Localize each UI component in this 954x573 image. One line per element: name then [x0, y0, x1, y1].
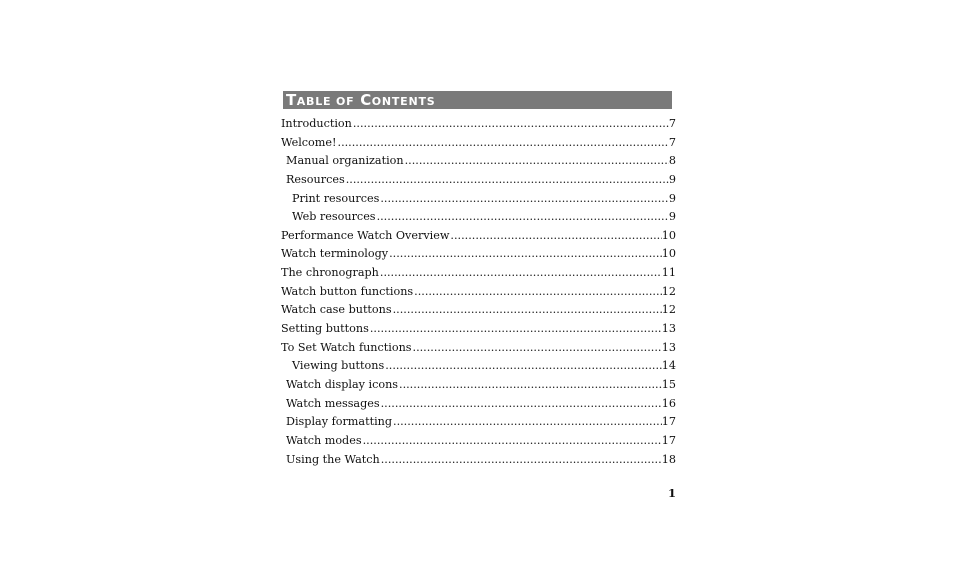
toc-entry-title: Watch terminology	[281, 247, 389, 261]
heading-initial-c: C	[360, 91, 372, 109]
toc-entry-page: 8	[668, 154, 676, 168]
toc-entry-title: Using the Watch	[286, 452, 380, 466]
toc-entry-title: Watch messages	[286, 396, 380, 410]
toc-leader-dots	[389, 247, 662, 260]
toc-entry[interactable]	[281, 303, 676, 322]
toc-entry-title: Performance Watch Overview	[281, 228, 450, 242]
toc-entry[interactable]	[281, 397, 676, 416]
toc-entry[interactable]	[281, 415, 676, 434]
toc-entry-page: 9	[668, 172, 676, 186]
toc-entry[interactable]	[281, 322, 676, 341]
toc-leader-dots	[405, 154, 669, 167]
toc-leader-dots	[414, 285, 662, 298]
toc-entry-title: The chronograph	[281, 266, 379, 280]
toc-entry[interactable]	[281, 266, 676, 285]
toc-entry-title: To Set Watch functions	[281, 340, 412, 354]
toc-leader-dots	[413, 341, 662, 354]
toc-list	[281, 117, 676, 471]
heading-word-1-rest: ABLE OF	[296, 95, 355, 108]
toc-leader-dots	[380, 266, 662, 279]
toc-entry-page: 12	[661, 284, 676, 298]
toc-entry[interactable]	[281, 229, 676, 248]
toc-entry-page: 17	[661, 433, 676, 447]
toc-entry[interactable]	[281, 341, 676, 360]
toc-leader-dots	[338, 136, 669, 149]
toc-entry[interactable]	[281, 453, 676, 472]
page-number: 1	[667, 486, 676, 500]
toc-entry-title: Web resources	[292, 210, 376, 224]
toc-leader-dots	[363, 434, 662, 447]
toc-entry[interactable]	[281, 136, 676, 155]
toc-entry-title: Resources	[286, 172, 345, 186]
heading-initial-t: T	[286, 91, 297, 109]
toc-entry[interactable]	[281, 210, 676, 229]
toc-entry[interactable]	[281, 434, 676, 453]
toc-entry-page: 16	[661, 396, 676, 410]
toc-entry-page: 7	[668, 135, 676, 149]
toc-entry-page: 7	[668, 117, 676, 130]
toc-entry-page: 13	[661, 322, 676, 336]
toc-leader-dots	[353, 117, 669, 130]
toc-entry-title: Print resources	[292, 191, 380, 205]
toc-entry-title: Manual organization	[286, 154, 404, 168]
toc-entry-title: Introduction	[281, 117, 352, 130]
toc-entry-title: Display formatting	[286, 415, 393, 429]
toc-entry-page: 15	[661, 377, 676, 391]
toc-entry-page: 9	[668, 210, 676, 224]
toc-entry-title: Watch case buttons	[281, 303, 392, 317]
toc-leader-dots	[381, 453, 662, 466]
toc-leader-dots	[385, 359, 662, 372]
toc-entry[interactable]	[281, 154, 676, 173]
toc-leader-dots	[346, 173, 669, 186]
toc-entry[interactable]	[281, 117, 676, 136]
toc-entry[interactable]	[281, 173, 676, 192]
toc-leader-dots	[393, 303, 662, 316]
toc-entry[interactable]	[281, 285, 676, 304]
toc-entry[interactable]	[281, 247, 676, 266]
table-of-contents-heading	[283, 91, 672, 109]
toc-entry-title: Setting buttons	[281, 322, 369, 336]
heading-word-2-rest: ONTENTS	[371, 95, 436, 108]
toc-entry-page: 18	[661, 452, 676, 466]
toc-leader-dots	[377, 210, 669, 223]
toc-entry-title: Watch button functions	[281, 284, 414, 298]
toc-entry-page: 12	[661, 303, 676, 317]
toc-entry[interactable]	[281, 192, 676, 211]
toc-entry-title: Watch display icons	[286, 377, 399, 391]
toc-entry-page: 14	[661, 359, 676, 373]
toc-leader-dots	[380, 192, 669, 205]
toc-leader-dots	[399, 378, 662, 391]
toc-leader-dots	[381, 397, 662, 410]
toc-entry-page: 10	[661, 247, 676, 261]
toc-leader-dots	[450, 229, 661, 242]
toc-entry-page: 10	[661, 228, 676, 242]
toc-leader-dots	[370, 322, 662, 335]
toc-entry-page: 9	[668, 191, 676, 205]
toc-entry-page: 11	[661, 266, 676, 280]
toc-entry-title: Watch modes	[286, 433, 362, 447]
toc-leader-dots	[393, 415, 662, 428]
toc-entry-page: 13	[661, 340, 676, 354]
toc-entry-title: Viewing buttons	[292, 359, 385, 373]
toc-entry[interactable]	[281, 378, 676, 397]
toc-entry-title: Welcome!	[281, 135, 337, 149]
toc-entry-page: 17	[661, 415, 676, 429]
toc-entry[interactable]	[281, 359, 676, 378]
